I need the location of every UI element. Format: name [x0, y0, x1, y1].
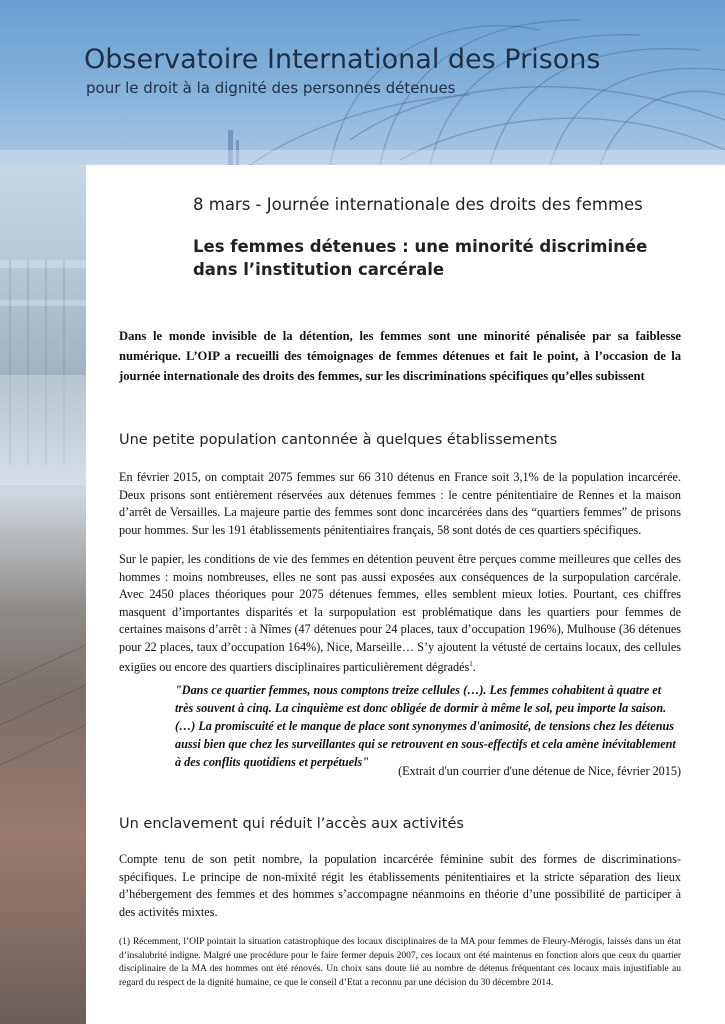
- prison-wall-graphic: [0, 165, 86, 1024]
- date-heading: 8 mars - Journée internationale des droits des femmes: [193, 195, 643, 214]
- paragraph-conditions-text: Sur le papier, les conditions de vie des femmes en détention peuvent être perçues comme meilleures que celles des hommes : moins nombreuses, elles ne sont pas aussi exposées aux conséquences de la surpopulation carcérale. Avec 2450 places théoriques pour 2075 détenues femmes, elles semblent mieux loties. Pourtant, ces chiffres masquent d’importantes disparités et la surpopulation est problématique dans les quartiers pour femmes de certaines maisons d’arrêt : à Nîmes (47 détenues pour 24 places, taux d’occupation 196%), Mulhouse (36 détenues pour 22 places, taux d’occupation 164%), Nice, Marseille… S’y ajoutent la vétusté de certains locaux, des cellules exigües ou encore des quartiers disciplinaires particulièrement dégradés: [119, 552, 681, 675]
- quote-source: (Extrait d'un courrier d'une détenue de Nice, février 2015): [398, 764, 681, 778]
- section-heading-activities: Un enclavement qui réduit l’accès aux activités: [119, 816, 464, 832]
- section-heading-population: Une petite population cantonnée à quelques établissements: [119, 432, 558, 448]
- footnote-ref: 1: [469, 660, 473, 668]
- paragraph-activities: Compte tenu de son petit nombre, la population incarcérée féminine subit des formes de discriminations-spécifiques. Le principe de non-mixité régit les établissements pénitentiaires et la stricte séparation des lieux d’hébergement des femmes et des hommes s’accompagne néanmoins en théorie d’une possibilité de participer à des activités mixtes.: [119, 852, 681, 919]
- lead-paragraph: Dans le monde invisible de la détention, les femmes sont une minorité pénalisée par sa faiblesse numérique. L’OIP a recueilli des témoignages de femmes détenues et fait le point, à l’occasion de la journée internationale des droits des femmes, sur les discriminations spécifiques qu’elles subissent: [119, 329, 681, 383]
- paragraph-population: En février 2015, on comptait 2075 femmes sur 66 310 détenus en France soit 3,1% de la population incarcérée. Deux prisons sont entièrement réservées aux détenues femmes : le centre pénitentiaire de Rennes et la maison d’arrêt de Versailles. La majeure partie des femmes sont donc incarcérées dans des “quartiers femmes” de prisons pour hommes. Sur les 191 établissements pénitentiaires français, 58 sont dotés de ces quartiers spécifiques.: [119, 470, 681, 537]
- footnote: (1) Récemment, l’OIP pointait la situation catastrophique des locaux disciplinaires de la MA pour femmes de Fleury-Mérogis, laissés dans un état d’insalubrité indigne. Malgré une procédure pour le faire fermer depuis 2007, ces locaux ont été maintenus en fonction alors que ceux du quartier disciplinaire de la MA des hommes ont été rénovés. Un choix sans doute lié au nombre de détenus fréquentant ces locaux mais injustifiable au regard du respect de la dignité humaine, ce que le conseil d’Etat a reconnu par une décision du 30 décembre 2014.: [119, 937, 681, 988]
- page-title: Observatoire International des Prisons: [84, 44, 601, 75]
- page-subtitle: pour le droit à la dignité des personnes détenues: [86, 79, 456, 97]
- paragraph-conditions: Sur le papier, les conditions de vie des femmes en détention peuvent être perçues comme meilleures que celles des hommes : moins nombreuses, elles ne sont pas aussi exposées aux conséquences de la surpopulation carcérale. Avec 2450 places théoriques pour 2075 détenues femmes, elles semblent mieux loties. Pourtant, ces chiffres masquent d’importantes disparités et la surpopulation est problématique dans les quartiers pour femmes de certaines maisons d’arrêt : à Nîmes (47 détenues pour 24 places, taux d’occupation 196%), Mulhouse (36 détenues pour 22 places, taux d’occupation 164%), Nice, Marseille… S’y ajoutent la vétusté de certains locaux, des cellules exigües ou encore des quartiers disciplinaires particulièrement dégradés$^1$.: [119, 552, 681, 675]
- testimony-quote: "Dans ce quartier femmes, nous comptons treize cellules (…). Les femmes cohabitent à quatre et très souvent à cinq. La cinquième est donc obligée de dormir à même le sol, peu importe la saison. (…) La promiscuité et le manque de place sont synonymes d'animosité, de tensions chez les détenus aussi bien que chez les surveillantes qui se retrouvent en sous-effectifs et cela amène inévitablement à des conflits quotidiens et perpétuels": [175, 683, 676, 769]
- article-heading: Les femmes détenues : une minorité discriminée dans l’institution carcérale: [193, 237, 648, 279]
